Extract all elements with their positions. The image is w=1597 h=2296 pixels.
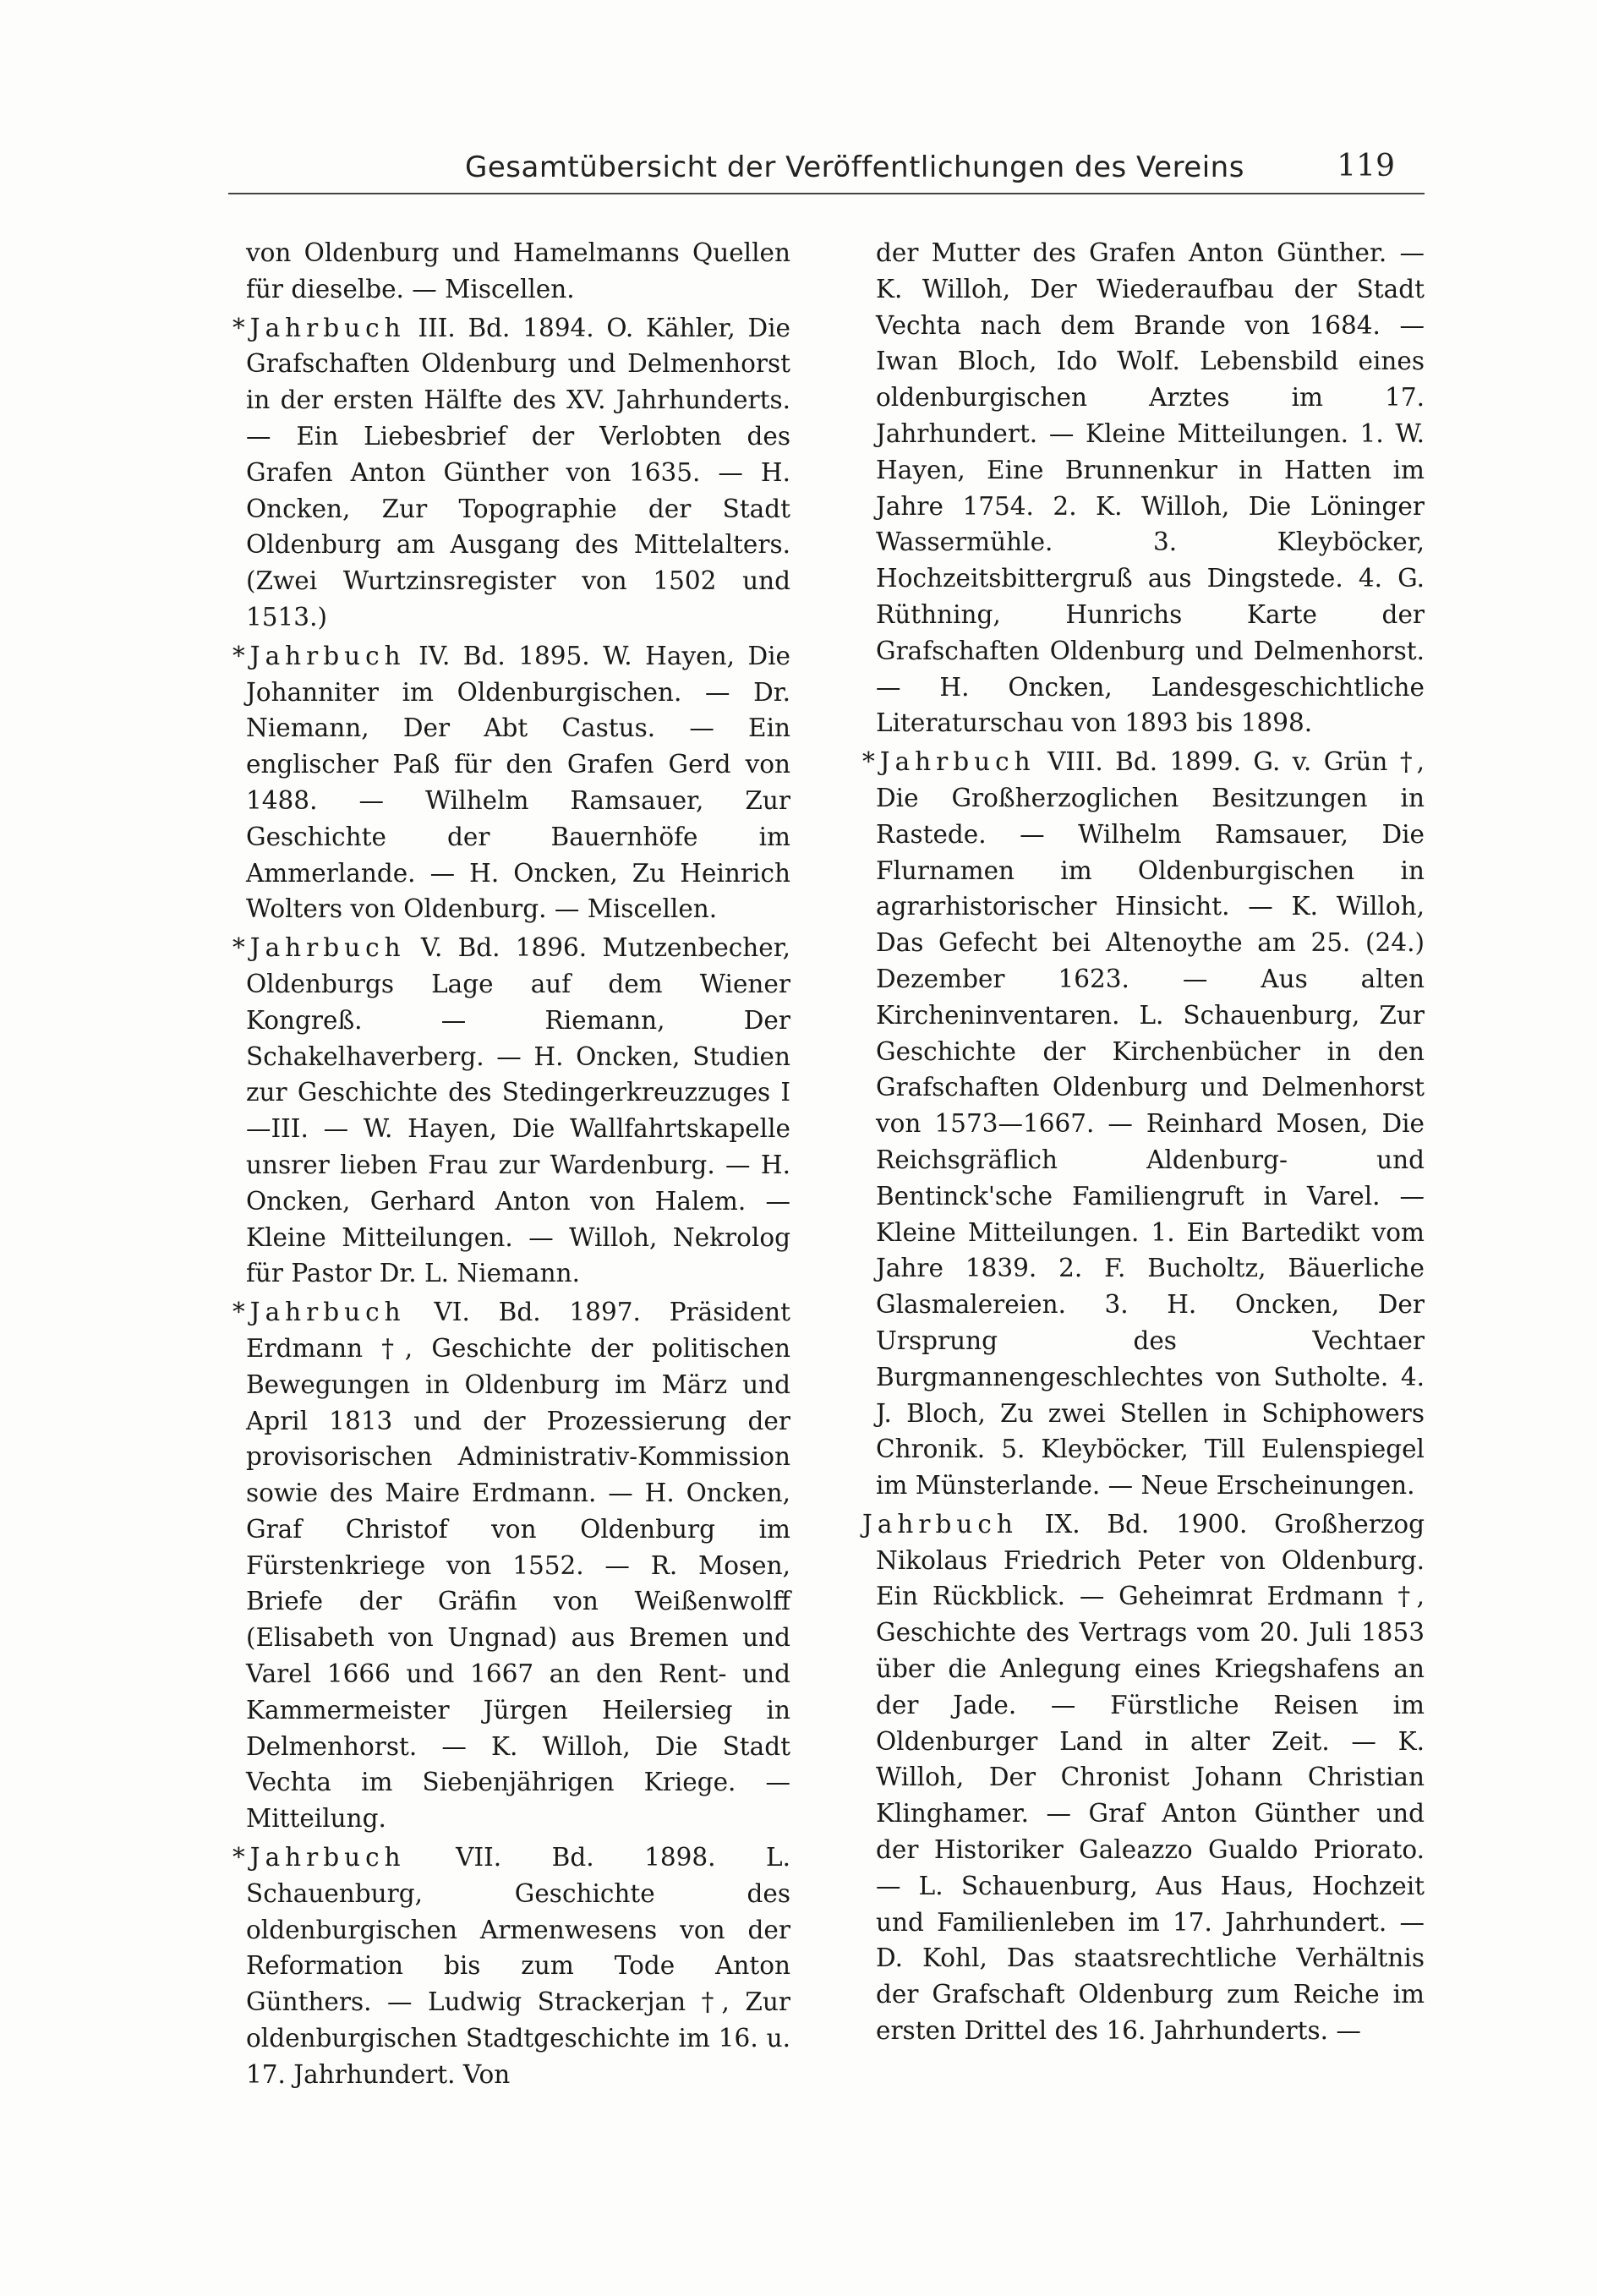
entry-jahrbuch-vi	[232, 1294, 790, 1837]
entry-head: *Jahrbuch	[232, 641, 406, 670]
entry-text: von Oldenburg und Hamelmanns Quellen für dieselbe. — Miscellen.	[246, 238, 790, 303]
entry-text: V. Bd. 1896. Mutzenbecher, Oldenburgs Lage auf dem Wiener Kongreß. — Riemann, Der Schakelhaverberg. — H. Oncken, Studien zur Geschichte des Stedingerkreuzzuges I—III. — W. Hayen, Die Wallfahrtskapelle unsrer lieben Frau zur Wardenburg. — H. Oncken, Gerhard Anton von Halem. — Kleine Mitteilungen. — Willoh, Nekrolog für Pastor Dr. L. Niemann.	[246, 933, 790, 1288]
entry-text: IX. Bd. 1900. Großherzog Nikolaus Friedrich Peter von Oldenburg. Ein Rückblick. — Geheimrat Erdmann †, Geschichte des Vertrags vom 20. Juli 1853 über die Anlegung eines Kriegshafens an der Jade. — Fürstliche Reisen im Oldenburger Land in alter Zeit. — K. Willoh, Der Chronist Johann Christian Klinghamer. — Graf Anton Günther und der Historiker Galeazzo Gualdo Priorato. — L. Schauenburg, Aus Haus, Hochzeit und Familienleben im 17. Jahrhundert. — D. Kohl, Das staatsrechtliche Verhältnis der Grafschaft Oldenburg zum Reiche im ersten Drittel des 16. Jahrhunderts. —	[876, 1509, 1425, 2046]
page-number: 119	[1337, 149, 1395, 183]
entry-head: *Jahrbuch	[232, 313, 406, 342]
entry-text: VI. Bd. 1897. Präsident Erdmann †, Geschichte der politischen Bewegungen in Oldenburg im März und April 1813 und der Prozessierung der provisorischen Administrativ-Kommission sowie des Maire Erdmann. — H. Oncken, Graf Christof von Oldenburg im Fürstenkriege von 1552. — R. Mosen, Briefe der Gräfin von Weißenwolff (Elisabeth von Ungnad) aus Bremen und Varel 1666 und 1667 an den Rent- und Kammermeister Jürgen Heilersieg in Delmenhorst. — K. Willoh, Die Stadt Vechta im Siebenjährigen Kriege. — Mitteilung.	[246, 1298, 790, 1834]
entry-jahrbuch-iii	[232, 310, 790, 636]
left-column	[232, 235, 790, 2096]
entry-jahrbuch-vii	[232, 1840, 790, 2093]
entry-head: *Jahrbuch	[232, 1843, 406, 1872]
entry-head: Jahrbuch	[862, 1509, 1018, 1539]
entry-jahrbuch-v	[232, 930, 790, 1292]
entry-head: *Jahrbuch	[232, 933, 406, 963]
entry-head: *Jahrbuch	[862, 747, 1036, 777]
running-header	[245, 144, 1420, 194]
entry-continuation	[232, 235, 790, 308]
header-title: Gesamtübersicht der Veröffentlichungen des Vereins	[465, 150, 1244, 184]
entry-text: VIII. Bd. 1899. G. v. Grün †, Die Großherzoglichen Besitzungen in Rastede. — Wilhelm Ramsauer, Die Flurnamen im Oldenburgischen in agrarhistorischer Hinsicht. — K. Willoh, Das Gefecht bei Altenoythe am 25. (24.) Dezember 1623. — Aus alten Kircheninventaren. L. Schauenburg, Zur Geschichte der Kirchenbücher in den Grafschaften Oldenburg und Delmenhorst von 1573—1667. — Reinhard Mosen, Die Reichsgräflich Aldenburg- und Bentinck'sche Familiengruft in Varel. — Kleine Mitteilungen. 1. Ein Bartedikt vom Jahre 1839. 2. F. Bucholtz, Bäuerliche Glasmalereien. 3. H. Oncken, Der Ursprung des Vechtaer Burgmannengeschlechtes von Sutholte. 4. J. Bloch, Zu zwei Stellen in Schiphowers Chronik. 5. Kleyböcker, Till Eulenspiegel im Münsterlande. — Neue Erscheinungen.	[876, 747, 1425, 1501]
entry-jahrbuch-viii	[862, 744, 1425, 1504]
header-rule	[228, 193, 1425, 194]
entry-text: III. Bd. 1894. O. Kähler, Die Grafschaften Oldenburg und Delmenhorst in der ersten Hälfte des XV. Jahrhunderts. — Ein Liebesbrief der Verlobten des Grafen Anton Günther von 1635. — H. Oncken, Zur Topographie der Stadt Oldenburg am Ausgang des Mittelalters. (Zwei Wurtzinsregister von 1502 und 1513.)	[246, 313, 790, 631]
entry-jahrbuch-iv	[232, 638, 790, 927]
entry-text: VII. Bd. 1898. L. Schauenburg, Geschichte des oldenburgischen Armenwesens von der Reformation bis zum Tode Anton Günthers. — Ludwig Strackerjan †, Zur oldenburgischen Stadtgeschichte im 16. u. 17. Jahrhundert. Von	[246, 1843, 790, 2089]
entry-head: *Jahrbuch	[232, 1298, 406, 1327]
entry-jahrbuch-ix	[862, 1506, 1425, 2049]
right-column	[862, 235, 1425, 2052]
entry-text: IV. Bd. 1895. W. Hayen, Die Johanniter im Oldenburgischen. — Dr. Niemann, Der Abt Castus. — Ein englischer Paß für den Grafen Gerd von 1488. — Wilhelm Ramsauer, Zur Geschichte der Bauernhöfe im Ammerlande. — H. Oncken, Zu Heinrich Wolters von Oldenburg. — Miscellen.	[246, 641, 790, 924]
entry-continuation	[862, 235, 1425, 741]
entry-text: der Mutter des Grafen Anton Günther. — K. Willoh, Der Wiederaufbau der Stadt Vechta nach dem Brande von 1684. — Iwan Bloch, Ido Wolf. Lebensbild eines oldenburgischen Arztes im 17. Jahrhundert. — Kleine Mitteilungen. 1. W. Hayen, Eine Brunnenkur in Hatten im Jahre 1754. 2. K. Willoh, Die Löninger Wassermühle. 3. Kleyböcker, Hochzeitsbittergruß aus Dingstede. 4. G. Rüthning, Hunrichs Karte der Grafschaften Oldenburg und Delmenhorst. — H. Oncken, Landesgeschichtliche Literaturschau von 1893 bis 1898.	[876, 238, 1425, 738]
